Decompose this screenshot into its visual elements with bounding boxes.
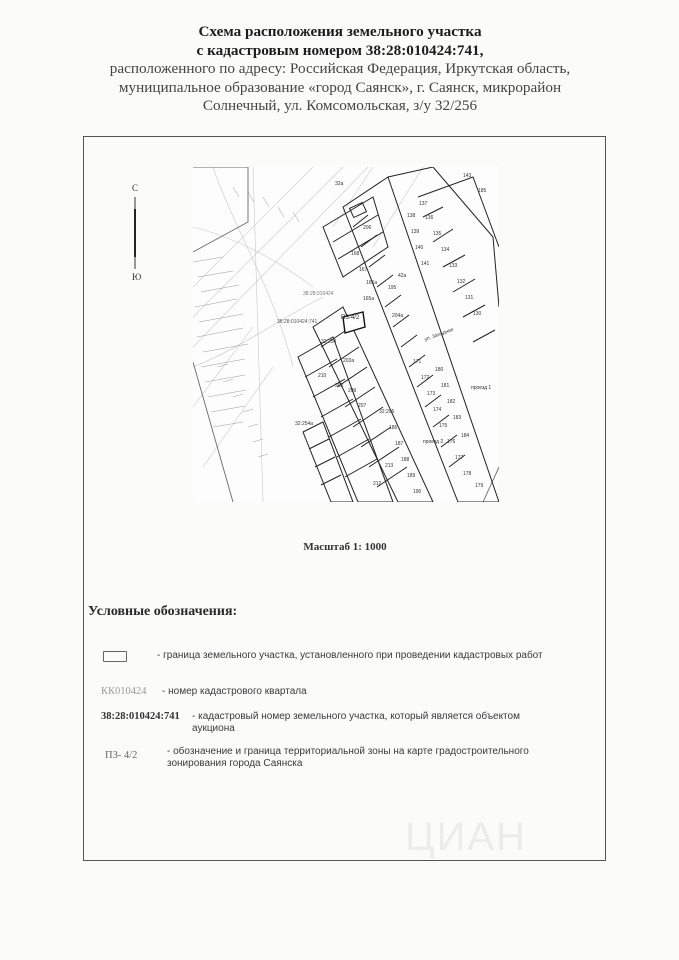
lot-label: 184 — [461, 433, 470, 439]
south-label: Ю — [132, 272, 142, 282]
lot-label: 206 — [363, 225, 372, 231]
legend-item-cadastral: - кадастровый номер земельного участка, который является объектом аукциона — [192, 711, 520, 734]
lot-label: 174 — [433, 407, 442, 413]
lot-label: 32a — [335, 181, 344, 187]
street-label: проезд 2 — [423, 439, 444, 445]
lot-label: 186 — [389, 425, 398, 431]
lot-label: 32:254a — [295, 421, 314, 427]
document-title — [40, 23, 640, 116]
title-line-5: Солнечный, ул. Комсомольская, з/у 32/256 — [202, 97, 478, 114]
north-label: С — [132, 183, 139, 193]
legend-symbol-zone: ПЗ- 4/2 — [105, 750, 138, 761]
lot-label: 210 — [318, 373, 327, 379]
lot-label: 203a — [343, 358, 355, 364]
title-line-4: муниципальное образование «город Саянск», г. Саянск, микрорайон — [118, 78, 562, 96]
street-label: проезд 1 — [471, 385, 492, 391]
legend-item-boundary: - граница земельного участка, установленного при проведении кадастровых работ — [157, 650, 543, 661]
map-scale: Масштаб 1: 1000 — [303, 541, 387, 553]
lot-label: 136 — [425, 215, 434, 221]
compass-line-icon — [126, 195, 144, 271]
lot-label: 130 — [473, 311, 482, 317]
lot-label: 172 — [421, 375, 430, 381]
zone-label: ПЗ-4/2 — [341, 315, 360, 321]
title-line-3: расположенного по адресу: Российская Федерация, Иркутская область, — [109, 60, 571, 77]
lot-label: 173 — [427, 391, 436, 397]
lot-label: 189 — [407, 473, 416, 479]
legend-item-quarter: - номер кадастрового квартала — [162, 686, 307, 697]
lot-label: 177 — [455, 455, 464, 461]
boundary-symbol-icon — [103, 651, 127, 662]
lot-label: 132 — [457, 279, 466, 285]
lot-label: 185 — [478, 188, 487, 194]
lot-label: 32:254 — [321, 339, 337, 345]
lot-label: 202 — [335, 383, 344, 389]
lot-label: 178 — [463, 471, 472, 477]
lot-label: 181 — [441, 383, 450, 389]
street-label: ул. Западная — [423, 326, 455, 343]
lot-label: 137 — [419, 201, 428, 207]
lot-label: 139 — [411, 229, 420, 235]
lot-label: 187 — [395, 441, 404, 447]
lot-label: 166a — [366, 280, 378, 286]
legend-item-zone: - обозначение и граница территориальной зоны на карте градостроительного зонирования города Саянска — [167, 746, 529, 769]
lot-label: 135 — [433, 231, 442, 237]
lot-label: 213 — [385, 463, 394, 469]
lot-label: 131 — [465, 295, 474, 301]
lot-label: 32:206 — [379, 409, 395, 415]
lot-label: 175 — [439, 423, 448, 429]
lot-label: 182 — [447, 399, 456, 405]
lot-label: 143 — [463, 173, 472, 179]
lot-label: 168 — [351, 251, 360, 257]
lot-label: 180 — [435, 367, 444, 373]
lot-label: 204a — [392, 313, 404, 319]
lot-label: 138 — [407, 213, 416, 219]
lot-label: 140 — [415, 245, 424, 251]
title-line-2: с кадастровым номером 38:28:010424:741, — [196, 41, 484, 59]
lot-label: 165a — [363, 296, 375, 302]
cadastral-map — [193, 167, 499, 502]
lot-label: 141 — [421, 261, 430, 267]
lot-label: 134 — [441, 247, 450, 253]
north-arrow — [126, 183, 144, 283]
lot-label: 207 — [358, 403, 367, 409]
lot-label: 190 — [413, 489, 422, 495]
lot-label: 42a — [398, 273, 407, 279]
legend-title: Условные обозначения: — [88, 604, 238, 619]
legend-symbol-cadastral: 38:28:010424:741 — [101, 711, 180, 722]
legend-symbol-quarter: КК010424 — [101, 686, 147, 697]
lot-label: 183 — [453, 415, 462, 421]
lot-label: 195 — [388, 285, 397, 291]
lot-label: 176 — [447, 439, 456, 445]
lot-label: 212 — [373, 481, 382, 487]
lot-label: 179 — [475, 483, 484, 489]
title-line-1: Схема расположения земельного участка — [198, 23, 482, 40]
parcel-label: 38:28:010424:741 — [277, 319, 318, 325]
watermark: ЦИАН — [405, 815, 527, 859]
quarter-label: 38:28:010424 — [303, 291, 334, 297]
lot-label: 188 — [401, 457, 410, 463]
lot-label: 167 — [359, 267, 368, 273]
lot-label: 209 — [348, 388, 357, 394]
lot-label: 171 — [413, 359, 422, 365]
lot-label: 133 — [449, 263, 458, 269]
